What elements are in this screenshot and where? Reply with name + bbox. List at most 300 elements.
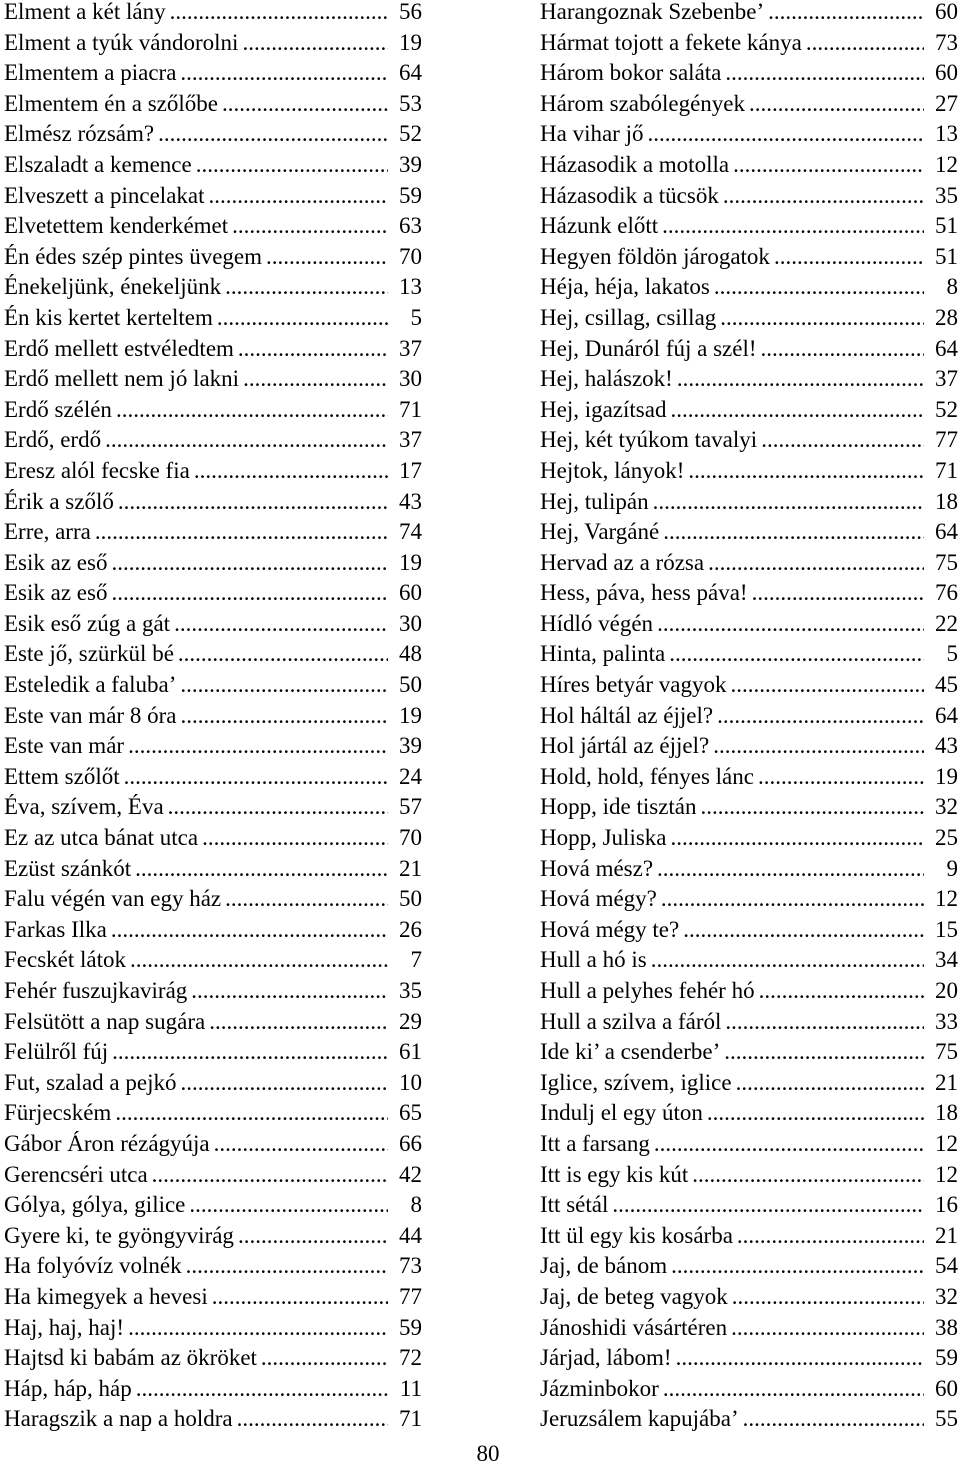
index-entry [540, 1160, 958, 1191]
entry-page-number: 74 [399, 519, 422, 545]
dot-leader [158, 119, 388, 150]
entry-page-number: 37 [399, 335, 422, 361]
dot-leader [749, 89, 924, 120]
entry-title: Héja, héja, lakatos [540, 274, 710, 300]
entry-title: Három szabólegények [540, 90, 746, 116]
entry-page-number: 13 [399, 274, 422, 300]
entry-page-number: 8 [410, 1192, 422, 1218]
dot-leader [209, 181, 388, 212]
entry-title: Hová mégy? [540, 886, 657, 912]
entry-title: Híres betyár vagyok [540, 672, 727, 698]
dot-leader [707, 1098, 924, 1129]
index-entry [4, 854, 422, 885]
dot-leader [688, 456, 924, 487]
dot-leader [806, 28, 924, 59]
entry-page-number: 77 [399, 1283, 422, 1309]
index-entry [540, 272, 958, 303]
entry-title: Jeruzsálem kapujába’ [540, 1406, 739, 1432]
dot-leader [116, 395, 388, 426]
index-entry [540, 1282, 958, 1313]
index-entry [4, 456, 422, 487]
index-entry [4, 1068, 422, 1099]
dot-leader [111, 578, 388, 609]
dot-leader [174, 609, 388, 640]
entry-page-number: 12 [935, 1161, 958, 1187]
index-entry [540, 976, 958, 1007]
entry-title: Elszaladt a kemence [4, 151, 192, 177]
entry-page-number: 70 [399, 243, 422, 269]
index-entry [540, 1037, 958, 1068]
index-entry [4, 792, 422, 823]
dot-leader [180, 701, 388, 732]
entry-page-number: 51 [935, 213, 958, 239]
entry-page-number: 13 [935, 121, 958, 147]
index-entry [540, 884, 958, 915]
entry-page-number: 59 [399, 182, 422, 208]
entry-page-number: 32 [935, 794, 958, 820]
index-entry [4, 58, 422, 89]
index-entry [540, 487, 958, 518]
entry-title: Erdő szélén [4, 396, 112, 422]
dot-leader [612, 1190, 924, 1221]
entry-title: Haragszik a nap a holdra [4, 1406, 233, 1432]
dot-leader [720, 303, 924, 334]
entry-title: Erdő mellett nem jó lakni [4, 366, 240, 392]
entry-title: Gerencséri utca [4, 1161, 148, 1187]
entry-page-number: 19 [399, 29, 422, 55]
dot-leader [130, 945, 388, 976]
entry-title: Ezüst szánkót [4, 855, 132, 881]
index-entry [4, 28, 422, 59]
dot-leader [724, 1037, 924, 1068]
dot-leader [191, 976, 388, 1007]
dot-leader [196, 150, 388, 181]
entry-page-number: 77 [935, 427, 958, 453]
dot-leader [186, 1251, 388, 1282]
entry-title: Ha kimegyek a hevesi [4, 1283, 208, 1309]
entry-page-number: 20 [935, 978, 958, 1003]
index-entry [540, 1343, 958, 1374]
index-entry [4, 517, 422, 548]
entry-title: Fürjecském [4, 1100, 112, 1126]
entry-page-number: 60 [399, 580, 422, 606]
index-entry [4, 272, 422, 303]
entry-title: Hej, tulipán [540, 488, 649, 514]
entry-title: Erre, arra [4, 519, 91, 545]
dot-leader [202, 823, 388, 854]
dot-leader [671, 823, 925, 854]
index-entry [4, 119, 422, 150]
entry-page-number: 52 [399, 121, 422, 147]
entry-title: Hold, hold, fényes lánc [540, 763, 754, 789]
index-entry [4, 1404, 422, 1435]
dot-leader [651, 945, 924, 976]
index-entry [540, 854, 958, 885]
entry-page-number: 33 [935, 1008, 958, 1034]
dot-leader [662, 211, 924, 242]
entry-page-number: 15 [935, 916, 958, 942]
index-entry [540, 548, 958, 579]
entry-title: Esik az eső [4, 580, 108, 606]
entry-title: Elment a két lány [4, 0, 166, 24]
entry-title: Hej, igazítsad [540, 396, 667, 422]
index-entry [540, 58, 958, 89]
dot-leader [242, 28, 388, 59]
index-entry [540, 578, 958, 609]
entry-page-number: 38 [935, 1314, 958, 1340]
entry-title: Itt a farsang [540, 1130, 650, 1156]
dot-leader [105, 425, 388, 456]
entry-page-number: 64 [935, 519, 958, 545]
index-entry [4, 548, 422, 579]
index-entry [4, 181, 422, 212]
entry-page-number: 44 [399, 1222, 422, 1248]
entry-title: Házasodik a tücsök [540, 182, 719, 208]
dot-leader [774, 242, 924, 273]
entry-page-number: 12 [935, 1130, 958, 1156]
index-entry [4, 1251, 422, 1282]
index-entry [4, 1374, 422, 1405]
entry-title: Gyere ki, te gyöngyvirág [4, 1222, 234, 1248]
entry-title: Jaj, de beteg vagyok [540, 1283, 728, 1309]
entry-title: Hol jártál az éjjel? [540, 733, 710, 759]
index-entry [540, 1129, 958, 1160]
entry-page-number: 53 [399, 90, 422, 116]
entry-page-number: 12 [935, 151, 958, 177]
entry-page-number: 65 [399, 1100, 422, 1126]
entry-title: Itt is egy kis kút [540, 1161, 689, 1187]
entry-title: Gábor Áron rézágyúja [4, 1130, 210, 1156]
entry-page-number: 50 [399, 886, 422, 912]
dot-leader [111, 915, 388, 946]
entry-page-number: 18 [935, 488, 958, 514]
index-entry [540, 364, 958, 395]
entry-title: Este van már [4, 733, 125, 759]
index-entry [540, 915, 958, 946]
dot-leader [243, 364, 388, 395]
entry-page-number: 18 [935, 1100, 958, 1126]
dot-leader [189, 1190, 388, 1221]
dot-leader [713, 731, 924, 762]
entry-page-number: 73 [399, 1253, 422, 1279]
index-column-left [4, 0, 422, 1435]
entry-page-number: 5 [946, 641, 958, 667]
dot-leader [761, 425, 924, 456]
entry-page-number: 9 [946, 855, 958, 881]
entry-title: Eresz alól fecske fia [4, 457, 190, 483]
index-entry [540, 425, 958, 456]
dot-leader [135, 854, 388, 885]
index-entry [4, 731, 422, 762]
entry-title: Elmész rózsám? [4, 121, 155, 147]
entry-title: Elvetettem kenderkémet [4, 213, 229, 239]
dot-leader [714, 272, 924, 303]
entry-title: Hinta, palinta [540, 641, 666, 667]
index-entry [4, 884, 422, 915]
entry-page-number: 63 [399, 213, 422, 239]
entry-page-number: 76 [935, 580, 958, 606]
index-entry [540, 1251, 958, 1282]
dot-leader [731, 1313, 924, 1344]
index-entry [4, 762, 422, 793]
entry-page-number: 26 [399, 916, 422, 942]
index-entry [540, 181, 958, 212]
entry-page-number: 21 [935, 1069, 958, 1095]
dot-leader [657, 609, 924, 640]
dot-leader [225, 272, 388, 303]
dot-leader [95, 517, 388, 548]
index-entry [4, 1098, 422, 1129]
entry-page-number: 22 [935, 610, 958, 636]
dot-leader [128, 1313, 388, 1344]
index-entry [540, 1068, 958, 1099]
index-entry [4, 242, 422, 273]
dot-leader [683, 915, 924, 946]
index-entry [4, 670, 422, 701]
entry-page-number: 75 [935, 549, 958, 575]
dot-leader [737, 1221, 924, 1252]
dot-leader [180, 1068, 388, 1099]
index-entry [4, 211, 422, 242]
index-entry [540, 89, 958, 120]
entry-title: Falu végén van egy ház [4, 886, 222, 912]
entry-page-number: 30 [399, 610, 422, 636]
entry-title: Éva, szívem, Éva [4, 794, 164, 820]
dot-leader [232, 211, 388, 242]
index-entry [540, 211, 958, 242]
dot-leader [194, 456, 388, 487]
dot-leader [732, 1282, 924, 1313]
entry-page-number: 71 [399, 1406, 422, 1432]
entry-title: Járjad, lábom! [540, 1345, 672, 1371]
entry-title: Este van már 8 óra [4, 702, 177, 728]
entry-page-number: 59 [399, 1314, 422, 1340]
index-entry [540, 1098, 958, 1129]
entry-page-number: 12 [935, 886, 958, 912]
entry-title: Harangoznak Szebenbe’ [540, 0, 765, 24]
entry-title: Ettem szőlőt [4, 763, 120, 789]
dot-leader [657, 854, 924, 885]
dot-leader [124, 762, 388, 793]
entry-title: Ha folyóvíz volnék [4, 1253, 182, 1279]
dot-leader [222, 89, 388, 120]
entry-title: Hopp, ide tisztán [540, 794, 697, 820]
entry-title: Hull a pelyhes fehér hó [540, 978, 755, 1003]
entry-page-number: 10 [399, 1069, 422, 1095]
entry-page-number: 32 [935, 1283, 958, 1309]
entry-title: Fehér fuszujkavirág [4, 978, 188, 1003]
entry-title: Este jő, szürkül bé [4, 641, 174, 667]
index-entry [540, 1313, 958, 1344]
entry-page-number: 21 [399, 855, 422, 881]
index-entry [540, 945, 958, 976]
entry-page-number: 60 [935, 60, 958, 86]
entry-page-number: 71 [399, 396, 422, 422]
entry-title: Házunk előtt [540, 213, 659, 239]
index-entry [540, 242, 958, 273]
entry-page-number: 39 [399, 733, 422, 759]
dot-leader [237, 1404, 388, 1435]
index-entry [4, 1007, 422, 1038]
entry-title: Hol háltál az éjjel? [540, 702, 714, 728]
entry-page-number: 25 [935, 825, 958, 851]
dot-leader [736, 1068, 924, 1099]
entry-page-number: 55 [935, 1406, 958, 1432]
entry-title: Hull a hó is [540, 947, 647, 973]
dot-leader [669, 639, 924, 670]
entry-page-number: 43 [935, 733, 958, 759]
entry-title: Hervad az a rózsa [540, 549, 705, 575]
index-entry [540, 762, 958, 793]
entry-page-number: 5 [410, 304, 422, 330]
entry-page-number: 75 [935, 1039, 958, 1065]
dot-leader [752, 578, 924, 609]
index-entry [4, 150, 422, 181]
index-entry [540, 395, 958, 426]
index-entry [4, 639, 422, 670]
dot-leader [170, 0, 388, 28]
entry-page-number: 8 [946, 274, 958, 300]
index-entry [540, 670, 958, 701]
index-entry [4, 334, 422, 365]
entry-page-number: 54 [935, 1253, 958, 1279]
dot-leader [743, 1404, 924, 1435]
entry-page-number: 45 [935, 672, 958, 698]
entry-title: Fut, szalad a pejkó [4, 1069, 177, 1095]
dot-leader [654, 1129, 924, 1160]
index-entry [4, 303, 422, 334]
entry-page-number: 50 [399, 672, 422, 698]
entry-page-number: 51 [935, 243, 958, 269]
dot-leader [676, 1343, 924, 1374]
entry-page-number: 59 [935, 1345, 958, 1371]
entry-title: Farkas Ilka [4, 916, 107, 942]
entry-title: Elmentem a piacra [4, 60, 177, 86]
page-number: 80 [476, 1441, 500, 1466]
entry-title: Hej, Dunáról fúj a szél! [540, 335, 757, 361]
dot-leader [261, 1343, 388, 1374]
entry-title: Itt ül egy kis kosárba [540, 1222, 733, 1248]
entry-page-number: 56 [399, 0, 422, 24]
index-entry [4, 945, 422, 976]
entry-page-number: 60 [935, 1375, 958, 1401]
entry-title: Fecskét látok [4, 947, 126, 973]
entry-title: Felülről fúj [4, 1039, 109, 1065]
entry-page-number: 19 [399, 702, 422, 728]
entry-page-number: 70 [399, 825, 422, 851]
entry-page-number: 39 [399, 151, 422, 177]
entry-title: Hová mégy te? [540, 916, 680, 942]
dot-leader [725, 58, 924, 89]
entry-page-number: 11 [399, 1375, 422, 1401]
entry-title: Én kis kertet kerteltem [4, 304, 213, 330]
index-entry [4, 1282, 422, 1313]
dot-leader [238, 334, 388, 365]
index-entry [4, 0, 422, 28]
index-entry [4, 1343, 422, 1374]
entry-title: Elment a tyúk vándorolni [4, 29, 239, 55]
entry-title: Hej, halászok! [540, 366, 673, 392]
dot-leader [701, 792, 925, 823]
dot-leader [759, 976, 924, 1007]
index-entry [4, 487, 422, 518]
entry-title: Indulj el egy úton [540, 1100, 703, 1126]
entry-title: Jánoshidi vásártéren [540, 1314, 728, 1340]
entry-page-number: 72 [399, 1345, 422, 1371]
entry-page-number: 24 [399, 763, 422, 789]
entry-title: Házasodik a motolla [540, 151, 730, 177]
index-entry [540, 0, 958, 28]
dot-leader [692, 1160, 924, 1191]
entry-title: Hopp, Juliska [540, 825, 667, 851]
entry-page-number: 61 [399, 1039, 422, 1065]
entry-title: Háp, háp, háp [4, 1375, 132, 1401]
dot-leader [180, 58, 388, 89]
index-entry [540, 150, 958, 181]
entry-title: Esteledik a faluba’ [4, 672, 177, 698]
index-entry [4, 915, 422, 946]
index-entry [4, 609, 422, 640]
index-entry [4, 701, 422, 732]
entry-title: Hármat tojott a fekete kánya [540, 29, 802, 55]
entry-title: Elveszett a pincelakat [4, 182, 205, 208]
index-entry [4, 1190, 422, 1221]
index-entry [4, 395, 422, 426]
index-column-right [540, 0, 958, 1435]
entry-page-number: 64 [935, 702, 958, 728]
entry-title: Erdő, erdő [4, 427, 102, 453]
entry-title: Ez az utca bánat utca [4, 825, 199, 851]
entry-title: Gólya, gólya, gilice [4, 1192, 186, 1218]
dot-leader [647, 119, 924, 150]
index-entry [4, 976, 422, 1007]
dot-leader [670, 395, 924, 426]
index-entry [540, 609, 958, 640]
dot-leader [731, 670, 925, 701]
index-entry [540, 456, 958, 487]
index-entry [4, 425, 422, 456]
entry-page-number: 35 [935, 182, 958, 208]
index-entry [540, 1374, 958, 1405]
index-entry [540, 517, 958, 548]
dot-leader [168, 792, 388, 823]
entry-title: Elmentem én a szőlőbe [4, 90, 218, 116]
entry-title: Hej, két tyúkom tavalyi [540, 427, 758, 453]
dot-leader [152, 1160, 388, 1191]
entry-page-number: 21 [935, 1222, 958, 1248]
index-entry [4, 1129, 422, 1160]
entry-title: Ha vihar jő [540, 121, 644, 147]
entry-title: Énekeljünk, énekeljünk [4, 274, 222, 300]
entry-page-number: 34 [935, 947, 958, 973]
dot-leader [677, 364, 924, 395]
entry-title: Hess, páva, hess páva! [540, 580, 748, 606]
index-entry [540, 731, 958, 762]
dot-leader [180, 670, 388, 701]
index-entry [4, 1221, 422, 1252]
entry-title: Hídló végén [540, 610, 654, 636]
index-entry [4, 89, 422, 120]
dot-leader [178, 639, 388, 670]
entry-page-number: 7 [410, 947, 422, 973]
entry-title: Ide ki’ a csenderbe’ [540, 1039, 721, 1065]
index-entry [540, 119, 958, 150]
index-entry [540, 334, 958, 365]
entry-page-number: 66 [399, 1130, 422, 1156]
dot-leader [663, 1374, 924, 1405]
entry-page-number: 57 [399, 794, 422, 820]
entry-page-number: 29 [399, 1008, 422, 1034]
